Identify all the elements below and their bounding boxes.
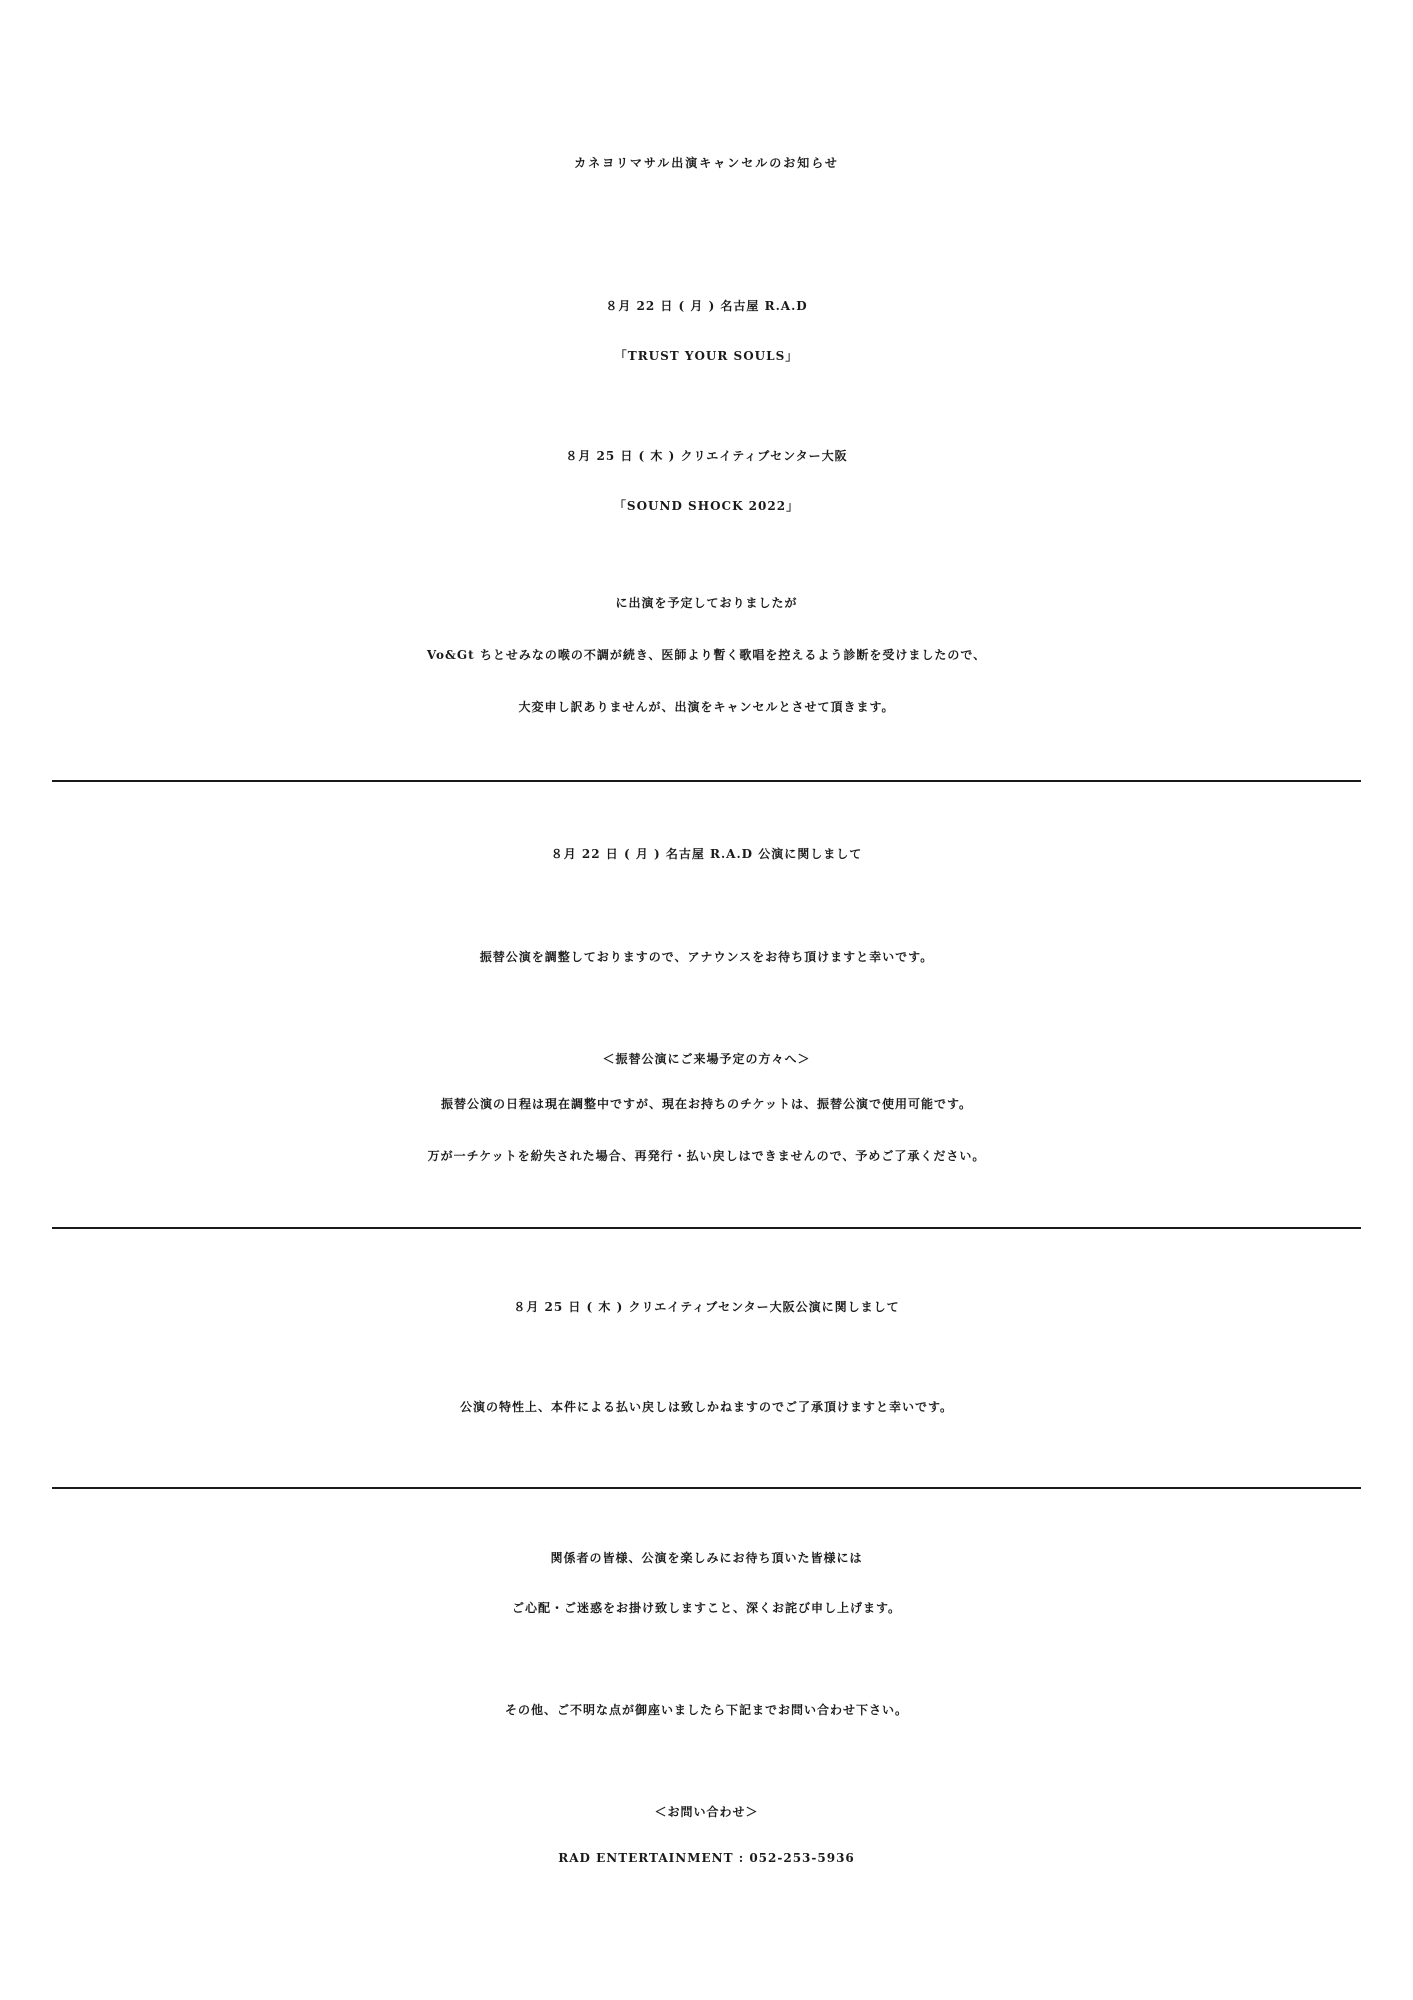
nagoya-notice-heading: ＜振替公演にご来場予定の方々へ＞ (602, 1052, 811, 1066)
divider (52, 1487, 1361, 1489)
event-2-name: 「SOUND SHOCK 2022」 (613, 499, 800, 513)
event-1-name: 「TRUST YOUR SOULS」 (614, 349, 799, 363)
nagoya-body: 振替公演を調整しておりますので、アナウンスをお待ち頂けますと幸いです。 (479, 950, 934, 964)
intro-line-1: に出演を予定しておりましたが (615, 596, 798, 610)
contact-heading: ＜お問い合わせ＞ (654, 1805, 759, 1819)
inquiry-note: その他、ご不明な点が御座いましたら下記までお問い合わせ下さい。 (504, 1703, 908, 1717)
event-1-date-venue: ８月 22 日 ( 月 ) 名古屋 R.A.D (605, 299, 808, 313)
event-2-date-venue: ８月 25 日 ( 木 ) クリエイティブセンター大阪 (565, 449, 848, 463)
nagoya-notice-line-1: 振替公演の日程は現在調整中ですが、現在お持ちのチケットは、振替公演で使用可能です。 (441, 1097, 972, 1111)
divider (52, 780, 1361, 782)
apology-line-1: 関係者の皆様、公演を楽しみにお待ち頂いた皆様には (550, 1551, 863, 1565)
osaka-body: 公演の特性上、本件による払い戻しは致しかねますのでご了承頂けますと幸いです。 (459, 1400, 954, 1414)
intro-line-2: Vo&Gt ちとせみなの喉の不調が続き、医師より暫く歌唱を控えるよう診断を受けましたので、 (426, 648, 987, 662)
nagoya-notice-line-2: 万が一チケットを紛失された場合、再発行・払い戻しはできませんので、予めご了承ください。 (427, 1149, 986, 1163)
intro-line-3: 大変申し訳ありませんが、出演をキャンセルとさせて頂きます。 (518, 700, 895, 714)
contact-info: RAD ENTERTAINMENT : 052-253-5936 (558, 1851, 855, 1865)
divider (52, 1227, 1361, 1229)
apology-line-2: ご心配・ご迷惑をお掛け致しますこと、深くお詫び申し上げます。 (511, 1601, 902, 1615)
nagoya-heading: ８月 22 日 ( 月 ) 名古屋 R.A.D 公演に関しまして (550, 847, 863, 861)
page-title: カネヨリマサル出演キャンセルのお知らせ (574, 156, 839, 170)
osaka-heading: ８月 25 日 ( 木 ) クリエイティブセンター大阪公演に関しまして (513, 1300, 900, 1314)
